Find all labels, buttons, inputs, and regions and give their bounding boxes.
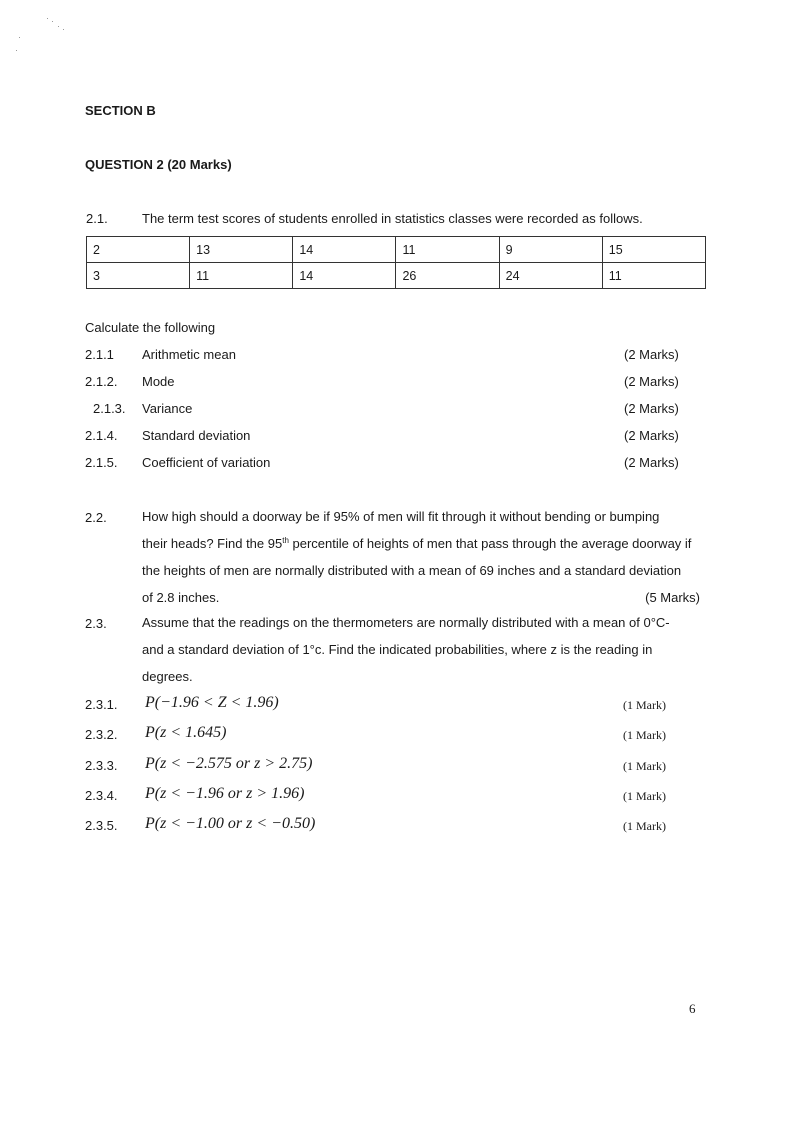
table-cell: 24 (499, 263, 602, 289)
item-label: Arithmetic mean (142, 347, 236, 362)
item-label: Coefficient of variation (142, 455, 271, 470)
table-row (87, 237, 706, 263)
question-text-2-3 (142, 609, 702, 690)
item-marks: (2 Marks) (624, 455, 679, 470)
table-cell: 2 (87, 237, 190, 263)
item-number: 2.3.5. (85, 818, 118, 833)
item-label: Mode (142, 374, 175, 389)
item-number: 2.3.1. (85, 697, 118, 712)
probability-expression: P(−1.96 < Z < 1.96) (145, 694, 279, 711)
question-number-2-2: 2.2. (85, 510, 107, 525)
scan-speck (47, 18, 48, 19)
scan-speck (63, 29, 64, 30)
item-number: 2.1.2. (85, 374, 118, 389)
text-line (142, 584, 702, 611)
table-cell: 9 (499, 237, 602, 263)
scores-table (86, 236, 706, 289)
table-cell: 11 (190, 263, 293, 289)
item-number: 2.3.3. (85, 758, 118, 773)
item-number: 2.1.5. (85, 455, 118, 470)
text-fragment: of 2.8 inches. (142, 590, 220, 605)
item-number: 2.1.1 (85, 347, 114, 362)
scan-speck (58, 26, 59, 27)
question-text-2-1: The term test scores of students enrolled in statistics classes were recorded as follows. (142, 211, 643, 226)
text-line: and a standard deviation of 1°c. Find the indicated probabilities, where z is the reading in (142, 642, 653, 657)
item-marks: (1 Mark) (623, 728, 666, 742)
calc-intro: Calculate the following (85, 320, 216, 335)
text-fragment: percentile of heights of men that pass through the average doorway if (288, 536, 692, 551)
probability-expression: P(z < −1.96 or z > 1.96) (145, 785, 305, 802)
table-cell: 15 (602, 237, 705, 263)
page-number: 6 (689, 1001, 696, 1016)
table-cell: 11 (602, 263, 705, 289)
item-marks: (2 Marks) (624, 428, 679, 443)
question-text-2-2 (142, 503, 702, 611)
item-marks: (2 Marks) (624, 374, 679, 389)
item-marks: (1 Mark) (623, 819, 666, 833)
probability-expression: P(z < 1.645) (145, 724, 227, 741)
text-line: the heights of men are normally distributed with a mean of 69 inches and a standard deviation (142, 563, 682, 578)
table-cell: 11 (396, 237, 499, 263)
item-label: Variance (142, 401, 193, 416)
item-label: Standard deviation (142, 428, 251, 443)
scan-speck (19, 37, 20, 38)
probability-expression: P(z < −1.00 or z < −0.50) (145, 815, 316, 832)
item-marks: (1 Mark) (623, 789, 666, 803)
item-marks: (1 Mark) (623, 698, 666, 712)
table-cell: 14 (293, 237, 396, 263)
question-title: QUESTION 2 (20 Marks) (85, 157, 232, 172)
text-line (142, 530, 702, 557)
item-number: 2.1.3. (93, 401, 126, 416)
item-marks: (2 Marks) (624, 347, 679, 362)
question-number-2-3: 2.3. (85, 616, 107, 631)
item-number: 2.3.2. (85, 727, 118, 742)
scan-speck (16, 50, 17, 51)
table-cell: 3 (87, 263, 190, 289)
table-cell: 13 (190, 237, 293, 263)
superscript: th (282, 536, 289, 545)
table-cell: 14 (293, 263, 396, 289)
table-cell: 26 (396, 263, 499, 289)
text-line: degrees. (142, 669, 193, 684)
item-number: 2.3.4. (85, 788, 118, 803)
item-marks: (1 Mark) (623, 759, 666, 773)
table-row (87, 263, 706, 289)
item-number: 2.1.4. (85, 428, 118, 443)
question-number-2-1: 2.1. (86, 211, 108, 226)
section-title: SECTION B (85, 103, 156, 118)
text-fragment: their heads? Find the 95 (142, 536, 283, 551)
item-marks: (5 Marks) (645, 590, 700, 605)
text-line: Assume that the readings on the thermometers are normally distributed with a mean of 0°C- (142, 615, 670, 630)
text-line: How high should a doorway be if 95% of men will fit through it without bending or bumping (142, 509, 660, 524)
scan-speck (52, 21, 53, 22)
item-marks: (2 Marks) (624, 401, 679, 416)
probability-expression: P(z < −2.575 or z > 2.75) (145, 755, 313, 772)
